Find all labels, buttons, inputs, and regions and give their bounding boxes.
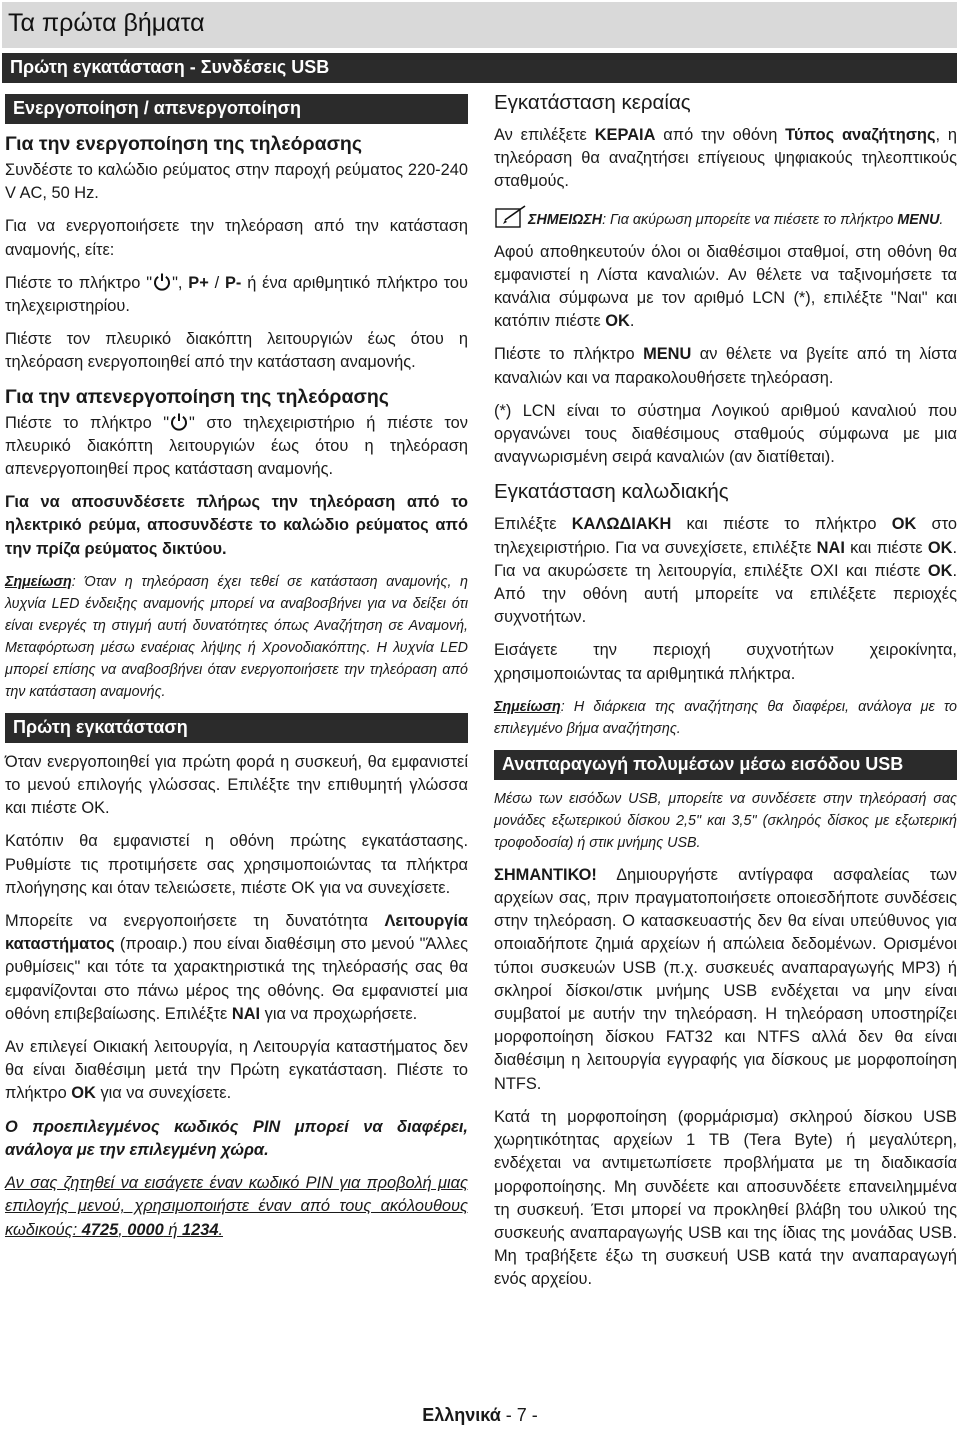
text-part: Λειτουργία καταστήματος xyxy=(5,912,468,954)
text-part: για να προχωρήσετε. xyxy=(260,1004,418,1023)
usb-section-bar: Αναπαραγωγή πολυμέσων μέσω εισόδου USB xyxy=(494,750,957,780)
lcn-paragraph: (*) LCN είναι το σύστημα Λογικού αριθμού καναλιού που οργανώνει τους διαθέσιμους σταθμούς σύμφωνα με μια αναγνωρισμένη σειρά καναλιών (αν διατίθεται). xyxy=(494,401,957,467)
text-part: από την οθόνη xyxy=(655,126,786,144)
cable-paragraph xyxy=(494,513,957,629)
text-part: , xyxy=(118,1220,128,1239)
pin-code: 1234 xyxy=(181,1220,219,1239)
text-part: ΝΑΙ xyxy=(231,1004,261,1023)
menu-exit-paragraph xyxy=(494,343,957,389)
language-paragraph: Όταν ενεργοποιηθεί για πρώτη φορά η συσκευή, θα εμφανιστεί το μενού επιλογής γλώσσας. Επιλέξτε την επιθυμητή γλώσσα και πιέστε OK. xyxy=(5,752,468,818)
page-header xyxy=(2,2,957,48)
channel-list-paragraph xyxy=(494,241,957,334)
usb-format-paragraph: Κατά τη μορφοποίηση (φορμάρισμα) σκληρού δίσκου USB χωρητικότητας αρχείων 1 TB (Tera Byte) ή μεγαλύτερη, ενδέχεται να αντιμετωπίσετε προβλήματα με τη διαδικασία μορφοποίησης. Μη συνδέετε και αποσυνδέετε επανειλημμένα τη συσκευή. Έτσι μπορεί να προκληθεί βλάβη του υλικού της συσκευής αναπαραγωγής USB και της ίδιας της μονάδας USB. Μη τραβήξετε έξω τη συσκευή USB κατά την αναπαραγωγή ενός αρχείου. xyxy=(494,1107,957,1289)
text-part: P- xyxy=(224,273,242,292)
text-part: Πιέστε το πλήκτρο xyxy=(494,345,644,364)
text-part: Τύπος αναζήτησης xyxy=(785,126,936,144)
power-icon xyxy=(169,412,189,432)
text-part: ή xyxy=(163,1220,182,1239)
frequency-paragraph: Εισάγετε την περιοχή συχνοτήτων χειροκίνητα, χρησιμοποιώντας τα αριθμητικά πλήκτρα. xyxy=(494,641,957,683)
note-pencil-icon xyxy=(494,204,528,230)
text-part: . Από την οθόνη αυτή μπορείτε να επιλέξετε περιοχές συχνοτήτων. xyxy=(494,561,957,627)
disconnect-paragraph: Για να αποσυνδέσετε πλήρως την τηλεόραση από το ηλεκτρικό ρεύμα, αποσυνδέστε το καλώδιο ρεύματος από την πρίζα ρεύματος δικτύου. xyxy=(5,493,468,558)
pin-default-paragraph: Ο προεπιλεγμένος κωδικός PIN μπορεί να διαφέρει, ανάλογα με την επιλεγμένη χώρα. xyxy=(5,1117,468,1159)
pin-code: 0000 xyxy=(127,1220,164,1239)
power-supply-paragraph: Συνδέστε το καλώδιο ρεύματος στην παροχή ρεύματος 220-240 V AC, 50 Hz. xyxy=(5,161,468,203)
side-switch-paragraph: Πιέστε τον πλευρικό διακόπτη λειτουργιών έως ότου η τηλεόραση ενεργοποιηθεί από την κατάσταση αναμονής. xyxy=(5,330,468,372)
home-mode-paragraph xyxy=(5,1036,468,1106)
section-bar: Πρώτη εγκατάσταση - Συνδέσεις USB xyxy=(2,53,957,83)
note-label: Σημείωση xyxy=(5,573,72,590)
pin-codes-paragraph xyxy=(5,1172,468,1242)
cable-heading: Εγκατάσταση καλωδιακής xyxy=(494,480,729,504)
text-part: Αφού αποθηκευτούν όλοι οι διαθέσιμοι σταθμοί, στη οθόνη θα εμφανιστεί η Λίστα καναλιών. Αν θέλετε να ταξινομήσετε τα κανάλια σύμφωνα με τον αριθμό LCN (*), επιλέξτε "Ναι" και κατόπιν πιέστε xyxy=(494,242,957,331)
text-part: Πιέστε το πλήκτρο " xyxy=(5,273,153,292)
text-part: OK xyxy=(927,561,953,580)
standby-paragraph: Για να ενεργοποιήσετε την τηλεόραση από την κατάσταση αναμονής, είτε: xyxy=(5,217,468,259)
text-part: ή ένα αριθμητικό πλήκτρο του τηλεχειριστηρίου. xyxy=(5,273,468,316)
text-part: και πιέστε xyxy=(844,538,928,557)
power-icon xyxy=(152,272,172,292)
store-mode-paragraph xyxy=(5,910,468,1026)
power-section-bar: Ενεργοποίηση / απενεργοποίηση xyxy=(5,94,468,124)
text-part: και πιέστε το πλήκτρο xyxy=(671,515,892,534)
usb-important-paragraph xyxy=(494,864,957,1096)
text-part: Αν σας ζητηθεί να εισάγετε έναν κωδικό PIN για προβολή μιας επιλογής μενού, χρησιμοποιήστε έναν από τους ακόλουθους κωδικούς: xyxy=(5,1174,468,1239)
page-footer xyxy=(0,1405,960,1426)
text-part: ΚΑΛΩΔΙΑΚΗ xyxy=(571,515,672,534)
text-part: για να συνεχίσετε. xyxy=(95,1084,232,1103)
text-part: . xyxy=(629,312,635,331)
power-off-heading: Για την απενεργοποίηση της τηλεόρασης xyxy=(5,385,389,408)
text-part: : Η διάρκεια της αναζήτησης θα διαφέρει, ανάλογα με το επιλεγμένο βήμα αναζήτησης. xyxy=(494,698,957,737)
text-part: OK xyxy=(891,515,917,534)
text-part: ΝΑΙ xyxy=(816,538,845,557)
text-part: ", xyxy=(172,273,189,292)
text-part: MENU xyxy=(897,211,940,228)
text-part: : Για ακύρωση μπορείτε να πιέσετε το πλήκτρο xyxy=(602,211,898,228)
page-number: - 7 - xyxy=(500,1405,538,1425)
text-part: στο τηλεχειριστήριο. Για να συνεχίσετε, επιλέξτε xyxy=(494,515,957,557)
scan-duration-note xyxy=(494,696,957,740)
text-part: / xyxy=(208,273,225,292)
first-install-bar: Πρώτη εγκατάσταση xyxy=(5,713,468,743)
note-label: Σημείωση xyxy=(494,698,561,715)
text-part: ΚΕΡΑΙΑ xyxy=(594,126,656,144)
power-off-paragraph xyxy=(5,412,468,482)
page-title: Τα πρώτα βήματα xyxy=(8,9,205,37)
text-part: . xyxy=(218,1220,224,1239)
text-part: Μπορείτε να ενεργοποιήσετε τη δυνατότητα xyxy=(5,912,385,931)
led-note xyxy=(5,571,468,703)
text-part: αν θέλετε να βγείτε από τη λίστα καναλιών και να παρακολουθήσετε τηλεόραση. xyxy=(494,345,957,387)
text-part: OK xyxy=(71,1084,96,1103)
text-part: " στο τηλεχειριστήριο ή πιέστε τον πλευρικό διακόπτη λειτουργιών έως ότου η τηλεόραση απενεργοποιηθεί προς κατάσταση αναμονής. xyxy=(5,413,468,479)
text-part: MENU xyxy=(643,345,692,364)
footer-language: Ελληνικά xyxy=(422,1405,501,1425)
text-part: . Για να ακυρώσετε τη λειτουργία, επιλέξτε ΟΧΙ και πιέστε xyxy=(494,538,957,580)
important-label: ΣΗΜΑΝΤΙΚΟ! xyxy=(494,865,597,884)
power-key-paragraph xyxy=(5,272,468,318)
text-part: Δημιουργήστε αντίγραφα ασφαλείας των αρχείων σας, πριν πραγματοποιήσετε οποιεσδήποτε συνδέσεις στην τηλεόραση. Ο κατασκευαστής δεν θα είναι υπεύθυνος για οποιαδήποτε ζημιά αρχείων ή απώλεια δεδομένων. Ορισμένοι τύποι συσκευών USB (π.χ. συσκευές αναπαραγωγής MP3) ή σκληροί δίσκοι/στικ μνήμης USB ενδέχεται να μην είναι συμβατοί με αυτήν την τηλεόραση. Η τηλεόραση υποστηρίζει μορφοποίηση δίσκου FAT32 και NTFS αλλά δεν θα είναι διαθέσιμη η λειτουργία εγγραφής για δίσκους με μορφοποίηση NTFS. xyxy=(494,865,957,1093)
first-install-paragraph: Κατόπιν θα εμφανιστεί η οθόνη πρώτης εγκατάστασης. Ρυθμίστε τις προτιμήσετε σας χρησιμοποιώντας τα πλήκτρα πλοήγησης και όταν τελειώσετε, πιέστε OK για να συνεχίσετε. xyxy=(5,832,468,897)
text-part: Επιλέξτε xyxy=(494,515,572,534)
usb-intro-paragraph: Μέσω των εισόδων USB, μπορείτε να συνδέσετε στην τηλεόρασή σας μονάδες εξωτερικού δίσκου 2,5" και 3,5" (σκληρός δίσκος με εξωτερική τροφοδοσία) ή στικ μνήμης USB. xyxy=(494,790,957,851)
menu-cancel-note xyxy=(494,204,957,231)
note-text: : Όταν η τηλεόραση έχει τεθεί σε κατάσταση αναμονής, η λυχνία LED ένδειξης αναμονής μπορεί να αναβοσβήνει για να δείξει ότι είναι ενεργές τη στιγμή αυτή δυνατότητες όπως Αναζήτηση σε Αναμονή, Μεταφόρτωση μέσω εναέριας λήψης ή Χρονοδιακόπτης. Η λυχνία LED μπορεί επίσης να αναβοσβήνει όταν ενεργοποιήσετε την τηλεόραση από την κατάσταση αναμονής. xyxy=(5,573,468,700)
note-label: ΣΗΜΕΙΩΣΗ xyxy=(528,211,603,228)
power-on-heading: Για την ενεργοποίηση της τηλεόρασης xyxy=(5,133,362,155)
text-part: Αν επιλέξετε xyxy=(494,126,595,144)
text-part: OK xyxy=(605,312,630,331)
text-part: , η τηλεόραση θα αναζητήσει επίγειους ψηφιακούς τηλεοπτικούς σταθμούς. xyxy=(494,126,957,191)
text-part: Αν επιλεγεί Οικιακή λειτουργία, η Λειτουργία καταστήματος δεν θα είναι διαθέσιμη μετά την Πρώτη εγκατάσταση. Πιέστε το πλήκτρο xyxy=(5,1038,468,1103)
left-column xyxy=(5,94,468,1252)
text-part: P+ xyxy=(188,273,209,292)
antenna-paragraph xyxy=(494,124,957,194)
text-part: . xyxy=(939,211,944,228)
right-column xyxy=(494,91,957,1302)
text-part: Πιέστε το πλήκτρο " xyxy=(5,413,170,432)
text-part: OK xyxy=(927,538,953,557)
pin-code: 4725 xyxy=(81,1220,119,1239)
antenna-heading: Εγκατάσταση κεραίας xyxy=(494,91,691,114)
text-part: (προαιρ.) που είναι διαθέσιμη στο μενού "Άλλες ρυθμίσεις" και τότε τα χαρακτηριστικά της τηλεόρασής σας θα εμφανίζονται στο πάνω μέρος της οθόνης. Θα εμφανιστεί μια οθόνη επιβεβαίωσης. Επιλέξτε xyxy=(5,935,468,1023)
